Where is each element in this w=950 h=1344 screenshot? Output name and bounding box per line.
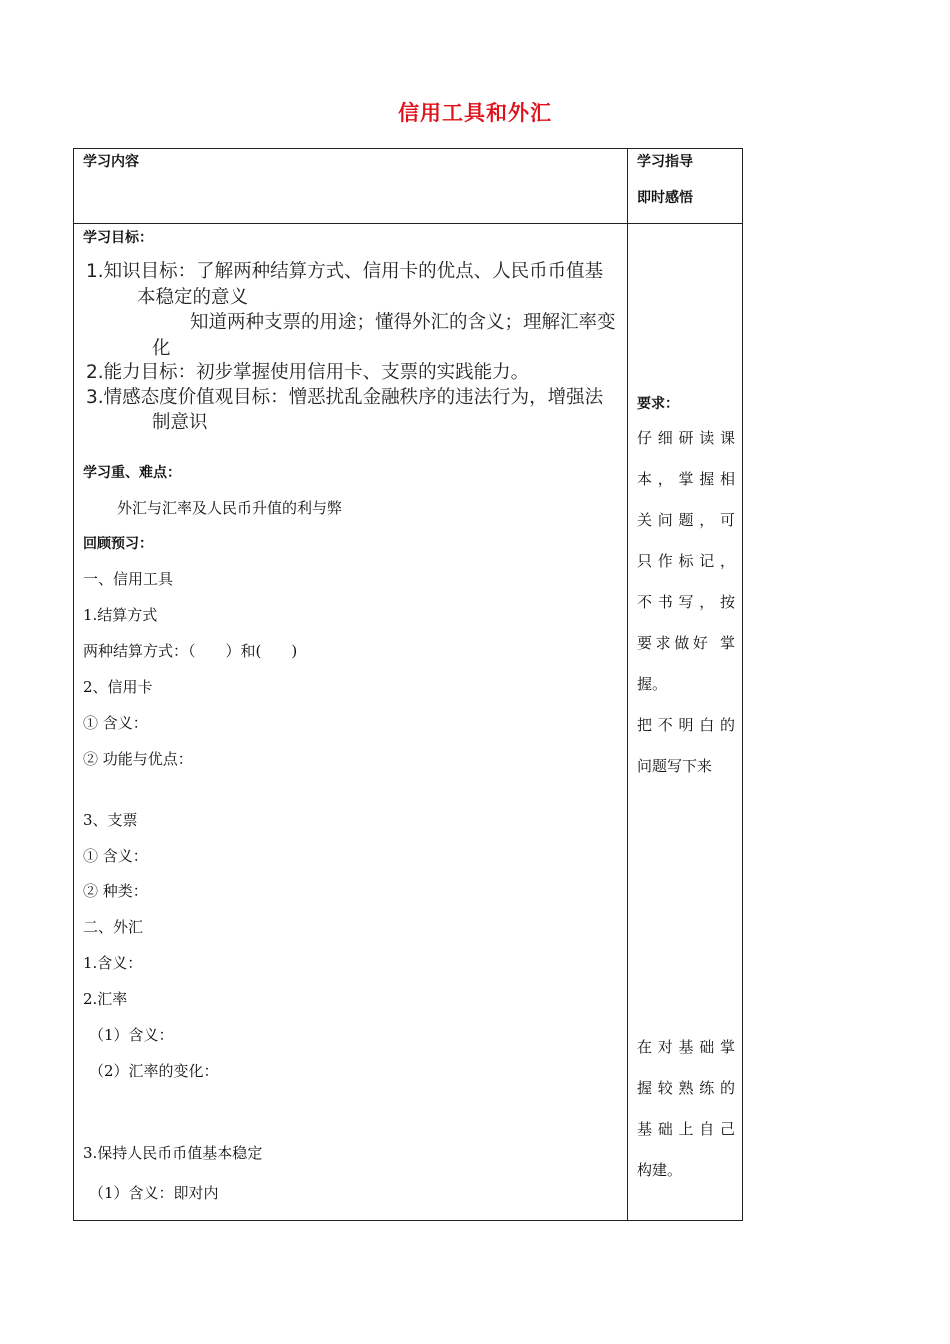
guidance-line: 构建。 bbox=[637, 1161, 683, 1179]
guidance-line: 要求做好 掌 bbox=[637, 634, 735, 652]
guidance-line: 握。 bbox=[637, 675, 668, 693]
guidance-line: 在对基础掌 bbox=[637, 1038, 735, 1056]
objective-knowledge-cont: 本稳定的意义 bbox=[137, 287, 249, 308]
review-item: （1）含义：即对内 bbox=[89, 1184, 219, 1202]
header-instant-insight: 即时感悟 bbox=[637, 190, 693, 206]
guidance-line: 不书写，按 bbox=[637, 593, 735, 611]
objective-attitude: 3.情感态度价值观目标：憎恶扰乱金融秩序的违法行为，增强法 bbox=[86, 387, 604, 408]
header-study-content: 学习内容 bbox=[83, 154, 139, 170]
guidance-line: 把不明白的 bbox=[637, 716, 735, 734]
review-item: ② 功能与优点： bbox=[83, 750, 193, 768]
guidance-line: 本，掌握相 bbox=[637, 470, 735, 488]
objective-knowledge-cont2: 知道两种支票的用途；懂得外汇的含义；理解汇率变 bbox=[190, 312, 616, 333]
review-item: 两种结算方式：（ ）和( ) bbox=[83, 642, 298, 660]
review-item: ① 含义： bbox=[83, 847, 148, 865]
requirements-heading: 要求： bbox=[637, 396, 679, 412]
review-item: 2、信用卡 bbox=[83, 678, 153, 696]
guidance-line: 问题写下来 bbox=[637, 757, 713, 775]
review-item: 3、支票 bbox=[83, 811, 138, 829]
objective-knowledge: 1.知识目标：了解两种结算方式、信用卡的优点、人民币币值基 bbox=[86, 261, 604, 282]
objective-attitude-cont: 制意识 bbox=[152, 412, 208, 433]
review-item: 1.结算方式 bbox=[83, 606, 158, 624]
keypoints-text: 外汇与汇率及人民币升值的利与弊 bbox=[117, 499, 343, 517]
guidance-line: 握较熟练的 bbox=[637, 1079, 735, 1097]
guidance-line: 基础上自己 bbox=[637, 1120, 735, 1138]
review-item: 2.汇率 bbox=[83, 990, 128, 1008]
document-title: 信用工具和外汇 bbox=[398, 101, 552, 125]
header-study-guidance: 学习指导 bbox=[637, 154, 693, 170]
guidance-block-build bbox=[637, 1027, 735, 1191]
review-heading: 回顾预习： bbox=[83, 536, 153, 552]
review-item: （1）含义： bbox=[89, 1026, 174, 1044]
column-divider bbox=[627, 148, 628, 1220]
guidance-line: 关问题，可 bbox=[637, 511, 735, 529]
review-item: ① 含义： bbox=[83, 714, 148, 732]
review-item: （2）汇率的变化： bbox=[89, 1062, 219, 1080]
review-item: ② 种类： bbox=[83, 882, 148, 900]
objectives-heading: 学习目标： bbox=[83, 230, 153, 246]
header-divider bbox=[73, 223, 742, 224]
guidance-line: 仔细研读课 bbox=[637, 429, 735, 447]
guidance-line: 只作标记， bbox=[637, 552, 735, 570]
keypoints-heading: 学习重、难点： bbox=[83, 465, 181, 481]
review-item: 3.保持人民币币值基本稳定 bbox=[83, 1144, 263, 1162]
review-item: 二、外汇 bbox=[83, 918, 144, 936]
objective-knowledge-cont3: 化 bbox=[152, 338, 171, 359]
objective-ability: 2.能力目标：初步掌握使用信用卡、支票的实践能力。 bbox=[86, 362, 530, 383]
review-item: 1.含义： bbox=[83, 954, 143, 972]
guidance-block-study bbox=[637, 418, 735, 787]
review-item: 一、信用工具 bbox=[83, 570, 174, 588]
